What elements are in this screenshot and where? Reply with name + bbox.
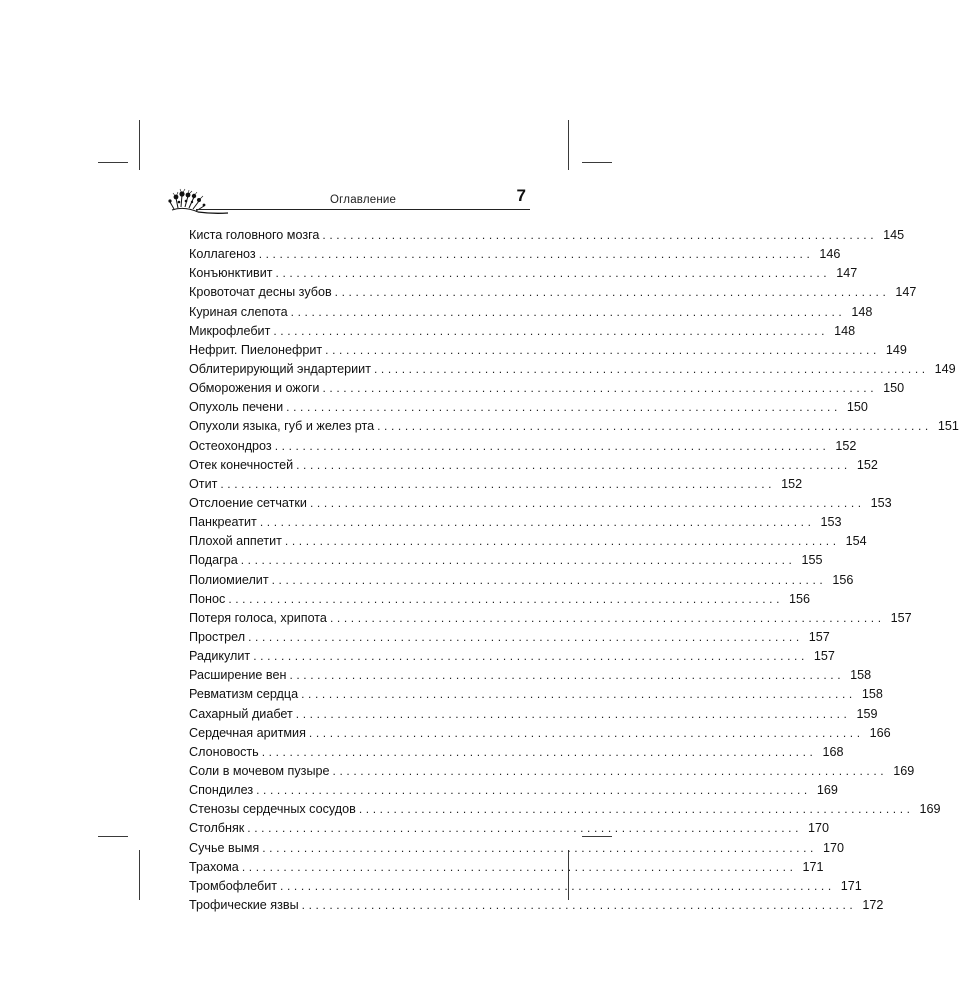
- toc-entry-page: 170: [822, 840, 844, 855]
- toc-entry-label: Обморожения и ожоги: [189, 381, 320, 396]
- toc-entry-label: Столбняк: [189, 821, 245, 836]
- toc-entry-label: Отит: [189, 476, 218, 491]
- dot-leader: ................................................................................: [358, 802, 914, 817]
- table-of-contents: [189, 226, 959, 915]
- toc-entry-page: 151: [937, 419, 959, 434]
- crop-mark-bottom-left-horizontal: [98, 836, 128, 837]
- dot-leader: ................................................................................: [220, 476, 776, 491]
- running-header: [168, 178, 530, 218]
- toc-entry: [189, 551, 823, 570]
- toc-entry-page: 166: [869, 725, 891, 740]
- dot-leader: ................................................................................: [325, 342, 880, 357]
- toc-entry: [189, 800, 941, 819]
- toc-entry: [189, 839, 844, 858]
- dot-leader: ................................................................................: [241, 859, 797, 874]
- toc-entry-label: Конъюнктивит: [189, 266, 273, 281]
- toc-entry-page: 150: [883, 381, 905, 396]
- dot-leader: ................................................................................: [253, 649, 808, 664]
- toc-entry-page: 159: [856, 706, 878, 721]
- toc-entry: [189, 762, 915, 781]
- dot-leader: ................................................................................: [290, 304, 846, 319]
- toc-entry-page: 150: [846, 400, 868, 415]
- toc-entry-page: 157: [890, 610, 912, 625]
- toc-entry-page: 158: [850, 668, 872, 683]
- toc-entry: [189, 226, 905, 245]
- toc-entry-page: 145: [883, 228, 905, 242]
- dot-leader: ................................................................................: [309, 495, 865, 510]
- toc-entry-label: Нефрит. Пиелонефрит: [189, 342, 323, 357]
- toc-entry-label: Микрофлебит: [189, 323, 271, 338]
- dot-leader: ................................................................................: [261, 744, 817, 759]
- toc-entry-page: 157: [808, 629, 830, 644]
- toc-entry: [189, 303, 873, 322]
- toc-entry-label: Облитерирующий эндартериит: [189, 361, 371, 376]
- toc-entry: [189, 494, 892, 513]
- dot-leader: ................................................................................: [262, 840, 817, 855]
- toc-entry-page: 171: [802, 859, 824, 874]
- dot-leader: ................................................................................: [256, 783, 811, 798]
- toc-entry-label: Опухоли языка, губ и желез рта: [189, 419, 375, 434]
- dot-leader: ................................................................................: [280, 878, 835, 893]
- toc-entry: [189, 437, 857, 456]
- dot-leader: ................................................................................: [228, 591, 784, 606]
- toc-entry-page: 156: [832, 572, 854, 587]
- toc-entry: [189, 724, 891, 743]
- toc-entry-label: Понос: [189, 591, 226, 606]
- toc-entry-page: 153: [870, 495, 892, 510]
- toc-entry: [189, 781, 838, 800]
- toc-entry: [189, 379, 905, 398]
- toc-entry-label: Киста головного мозга: [189, 228, 320, 242]
- toc-entry-page: 168: [822, 744, 844, 759]
- toc-entry: [189, 571, 854, 590]
- crop-mark-top-right-vertical: [568, 120, 569, 170]
- toc-entry-page: 148: [851, 304, 873, 319]
- dot-leader: ................................................................................: [286, 400, 841, 415]
- toc-entry-label: Тромбофлебит: [189, 878, 278, 893]
- toc-entry: [189, 819, 830, 838]
- toc-entry-page: 157: [813, 649, 835, 664]
- toc-entry: [189, 283, 917, 302]
- toc-entry-page: 152: [781, 476, 803, 491]
- toc-entry: [189, 590, 811, 609]
- dot-leader: ................................................................................: [377, 419, 932, 434]
- toc-entry-page: 146: [819, 247, 841, 262]
- toc-entry-label: Соли в мочевом пузыре: [189, 763, 330, 778]
- toc-entry-label: Радикулит: [189, 649, 251, 664]
- toc-entry-page: 155: [801, 553, 823, 568]
- toc-entry-page: 156: [789, 591, 811, 606]
- toc-entry-page: 152: [856, 457, 878, 472]
- dot-leader: ................................................................................: [329, 610, 885, 625]
- crop-mark-top-left-horizontal: [98, 162, 128, 163]
- dot-leader: ................................................................................: [284, 534, 840, 549]
- toc-entry-label: Спондилез: [189, 783, 254, 798]
- dot-leader: ................................................................................: [289, 668, 845, 683]
- toc-entry-label: Коллагеноз: [189, 247, 256, 262]
- dot-leader: ................................................................................: [296, 457, 851, 472]
- toc-entry-page: 149: [934, 361, 956, 376]
- toc-entry-page: 154: [845, 534, 867, 549]
- toc-entry: [189, 743, 844, 762]
- dot-leader: ................................................................................: [247, 821, 803, 836]
- crop-mark-top-right-horizontal: [582, 162, 612, 163]
- toc-entry: [189, 456, 878, 475]
- toc-entry-label: Трофические язвы: [189, 897, 299, 912]
- page-number: 7: [516, 186, 526, 205]
- toc-entry-page: 169: [919, 802, 941, 817]
- dot-leader: ................................................................................: [274, 438, 830, 453]
- dot-leader: ................................................................................: [248, 629, 803, 644]
- dot-leader: ................................................................................: [273, 323, 829, 338]
- toc-entry-page: 153: [820, 515, 842, 530]
- toc-entry: [189, 705, 878, 724]
- toc-entry: [189, 666, 872, 685]
- toc-entry-page: 170: [808, 821, 830, 836]
- toc-entry-label: Слоновость: [189, 744, 259, 759]
- toc-entry-label: Кровоточат десны зубов: [189, 285, 332, 300]
- dot-leader: ................................................................................: [334, 285, 890, 300]
- dot-leader: ................................................................................: [308, 725, 864, 740]
- toc-entry: [189, 360, 956, 379]
- dot-leader: ................................................................................: [240, 553, 796, 568]
- toc-entry-label: Потеря голоса, хрипота: [189, 610, 327, 625]
- toc-entry-page: 169: [893, 763, 915, 778]
- toc-entry: [189, 628, 830, 647]
- toc-entry-page: 171: [840, 878, 862, 893]
- toc-entry: [189, 322, 856, 341]
- toc-entry-label: Ревматизм сердца: [189, 687, 299, 702]
- toc-entry-label: Опухоль печени: [189, 400, 284, 415]
- toc-entry-page: 172: [862, 897, 884, 912]
- toc-entry-label: Отслоение сетчатки: [189, 495, 307, 510]
- toc-entry-label: Сахарный диабет: [189, 706, 293, 721]
- dandelion-ornament-icon: [168, 182, 228, 216]
- toc-entry-label: Расширение вен: [189, 668, 287, 683]
- toc-entry-label: Сердечная аритмия: [189, 725, 306, 740]
- toc-entry-label: Куриная слепота: [189, 304, 288, 319]
- toc-entry: [189, 532, 867, 551]
- toc-entry: [189, 647, 835, 666]
- dot-leader: ................................................................................: [322, 381, 878, 396]
- toc-entry-page: 148: [834, 323, 856, 338]
- dot-leader: ................................................................................: [259, 515, 815, 530]
- toc-entry-label: Панкреатит: [189, 515, 257, 530]
- toc-entry-page: 149: [885, 342, 907, 357]
- toc-entry: [189, 245, 841, 264]
- toc-entry: [189, 877, 862, 896]
- toc-entry-label: Полиомиелит: [189, 572, 269, 587]
- dot-leader: ................................................................................: [295, 706, 851, 721]
- toc-entry-label: Прострел: [189, 629, 246, 644]
- toc-entry-page: 169: [816, 783, 838, 798]
- dot-leader: ................................................................................: [322, 228, 878, 242]
- header-rule: [196, 209, 530, 210]
- dot-leader: ................................................................................: [271, 572, 827, 587]
- header-title: Оглавление: [330, 194, 397, 206]
- toc-entry-label: Подагра: [189, 553, 238, 568]
- toc-entry: [189, 609, 912, 628]
- dot-leader: ................................................................................: [332, 763, 888, 778]
- toc-entry-page: 147: [836, 266, 858, 281]
- toc-entry: [189, 417, 959, 436]
- toc-entry-label: Трахома: [189, 859, 239, 874]
- toc-entry: [189, 341, 907, 360]
- dot-leader: ................................................................................: [301, 897, 857, 912]
- dot-leader: ................................................................................: [275, 266, 831, 281]
- toc-entry-label: Плохой аппетит: [189, 534, 282, 549]
- toc-entry-label: Стенозы сердечных сосудов: [189, 802, 356, 817]
- toc-entry-page: 147: [895, 285, 917, 300]
- toc-entry: [189, 264, 858, 283]
- dot-leader: ................................................................................: [301, 687, 856, 702]
- toc-entry: [189, 896, 884, 915]
- crop-mark-bottom-left-vertical: [139, 850, 140, 900]
- toc-entry: [189, 858, 824, 877]
- toc-entry-label: Сучье вымя: [189, 840, 260, 855]
- dot-leader: ................................................................................: [258, 247, 814, 262]
- toc-entry-page: 158: [861, 687, 883, 702]
- toc-entry: [189, 398, 868, 417]
- toc-entry: [189, 475, 803, 494]
- dot-leader: ................................................................................: [373, 361, 929, 376]
- toc-entry: [189, 685, 883, 704]
- toc-entry-page: 152: [835, 438, 857, 453]
- toc-entry-label: Отек конечностей: [189, 457, 294, 472]
- crop-mark-top-left-vertical: [139, 120, 140, 170]
- toc-entry-label: Остеохондроз: [189, 438, 272, 453]
- toc-entry: [189, 513, 842, 532]
